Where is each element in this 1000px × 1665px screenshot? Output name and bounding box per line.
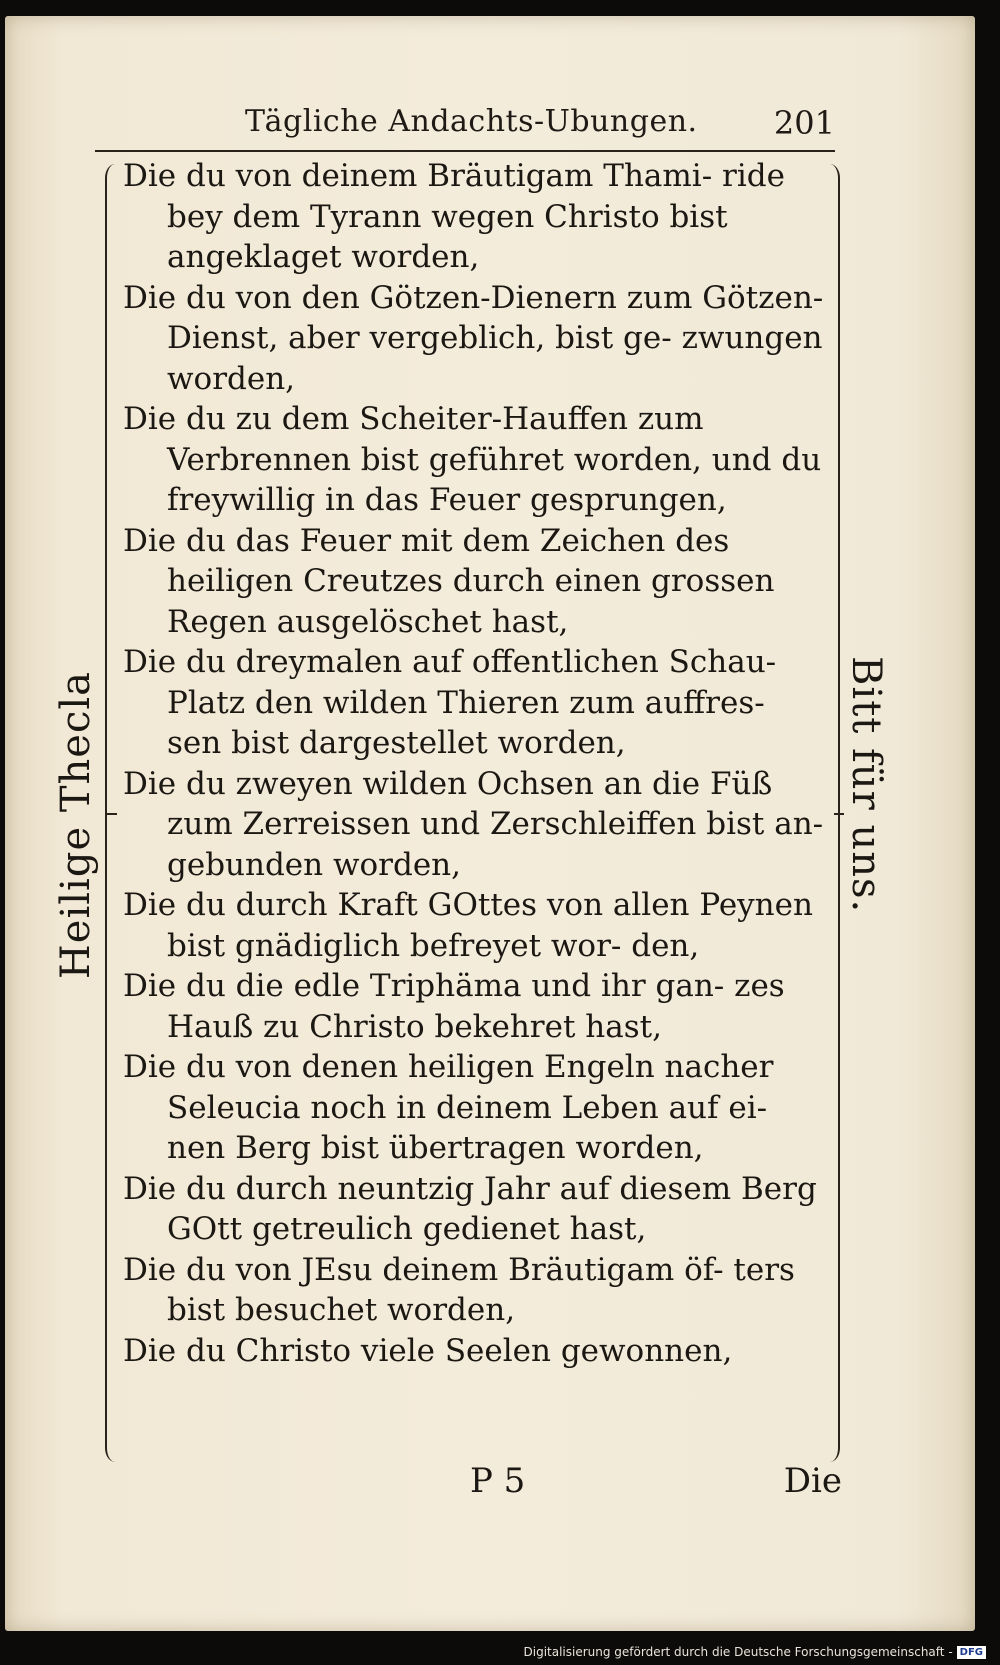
side-label-right: Bitt für uns.	[843, 656, 889, 914]
page-footer	[95, 1461, 840, 1511]
page-number: 201	[773, 104, 835, 142]
litany-invocation: Die du zweyen wilden Ochsen an die Füß zum Zerreissen und Zerschleiffen bist an- gebunden worden,	[123, 765, 824, 883]
running-head: Tägliche Andachts-Ubungen.	[245, 104, 698, 139]
litany-lines	[123, 156, 828, 1371]
litany-invocation: Die du von den Götzen-Dienern zum Götzen-Dienst, aber vergeblich, bist ge- zwungen worden,	[123, 279, 824, 397]
litany-invocation: Die du die edle Triphäma und ihr gan- zes Hauß zu Christo bekehret hast,	[123, 968, 785, 1045]
credit-text: Digitalisierung gefördert durch die Deutsche Forschungsgemeinschaft -	[523, 1645, 953, 1659]
book-page	[5, 16, 975, 1631]
digitization-credit	[524, 1645, 987, 1659]
dfg-logo-badge: DFG	[957, 1646, 986, 1659]
side-label-left: Heilige Thecla	[53, 671, 99, 980]
litany-invocation: Die du Christo viele Seelen gewonnen,	[123, 1332, 733, 1369]
litany-block	[105, 156, 840, 1456]
signature-mark: P 5	[470, 1461, 526, 1501]
litany-invocation: Die du dreymalen auf offentlichen Schau- Platz den wilden Thieren zum auffres- sen bist dargestellet worden,	[123, 644, 777, 761]
header-rule	[95, 150, 835, 152]
litany-invocation: Die du das Feuer mit dem Zeichen des heiligen Creutzes durch einen grossen Regen ausgelöschet hast,	[123, 522, 775, 640]
litany-invocation: Die du von JEsu deinem Bräutigam öf- ters bist besuchet worden,	[123, 1251, 795, 1328]
litany-invocation: Die du von denen heiligen Engeln nacher Seleucia noch in deinem Leben auf ei- nen Berg bist übertragen worden,	[123, 1049, 774, 1166]
catchword: Die	[783, 1461, 842, 1501]
page-header	[95, 98, 835, 152]
litany-invocation: Die du von deinem Bräutigam Thami- ride bey dem Tyrann wegen Christo bist angeklaget worden,	[123, 158, 785, 275]
litany-invocation: Die du durch Kraft GOttes von allen Peynen bist gnädiglich befreyet wor- den,	[123, 887, 813, 964]
litany-invocation: Die du durch neuntzig Jahr auf diesem Berg GOtt getreulich gedienet hast,	[123, 1170, 817, 1247]
litany-invocation: Die du zu dem Scheiter-Hauffen zum Verbrennen bist geführet worden, und du freywillig in das Feuer gesprungen,	[123, 401, 822, 518]
